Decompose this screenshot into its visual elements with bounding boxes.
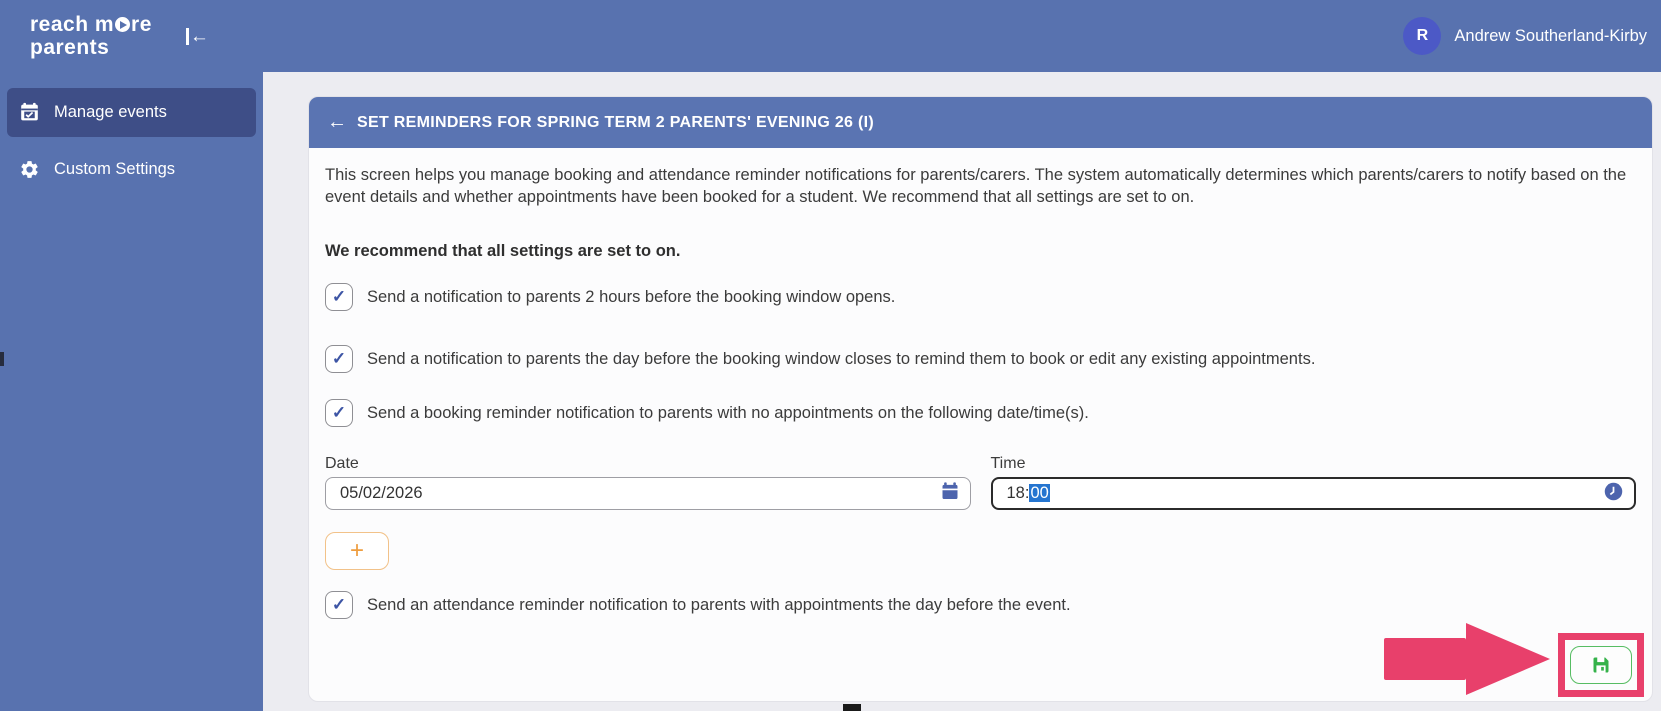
calendar-icon[interactable] <box>940 481 960 506</box>
clock-icon[interactable] <box>1603 481 1624 507</box>
sidebar-item-custom-settings[interactable] <box>7 145 256 194</box>
check-icon: ✓ <box>331 349 347 368</box>
panel-body <box>309 148 1652 619</box>
checkbox-row-booking-close <box>325 345 1636 373</box>
save-floppy-icon <box>1591 655 1611 675</box>
time-column <box>991 455 1637 510</box>
checkbox-booking-reminder[interactable] <box>325 399 353 427</box>
checkbox-row-booking-reminder <box>325 399 1636 427</box>
checkbox-row-booking-open <box>325 283 1636 311</box>
bottom-edge-artifact <box>843 704 861 711</box>
time-label: Time <box>990 455 1026 472</box>
check-icon: ✓ <box>331 287 347 306</box>
sidebar-item-label: Custom Settings <box>54 160 176 178</box>
time-input[interactable] <box>991 477 1637 510</box>
user-name: Andrew Southerland-Kirby <box>1454 26 1647 45</box>
annotation-highlight-box <box>1558 633 1644 697</box>
collapse-arrow-icon: ← <box>189 25 209 47</box>
checkbox-label: Send an attendance reminder notification to parents with appointments the day before the event. <box>367 595 1071 614</box>
date-value: 05/02/2026 <box>340 484 423 502</box>
annotation-arrow-head <box>1466 623 1550 695</box>
top-bar <box>0 0 1661 72</box>
time-value-prefix: 18: <box>1006 484 1030 502</box>
user-menu[interactable] <box>1403 17 1661 55</box>
date-label: Date <box>325 455 359 472</box>
add-date-time-button[interactable]: + <box>325 532 389 570</box>
logo-play-icon <box>115 17 130 32</box>
time-value-selected: 00 <box>1030 484 1049 502</box>
save-button[interactable] <box>1570 646 1632 684</box>
annotation-arrow-shaft <box>1384 638 1466 680</box>
checkbox-row-attendance-reminder <box>325 591 1636 619</box>
checkbox-attendance-reminder[interactable] <box>325 591 353 619</box>
check-icon: ✓ <box>331 595 347 614</box>
date-column <box>325 455 971 510</box>
intro-text: This screen helps you manage booking and attendance reminder notifications for parents/carers. The system automatically determines which parents/carers to notify based on the event details and whether appointments have been booked for a student. We recommend that all settings are set to on. <box>325 166 1627 206</box>
avatar: R <box>1403 17 1441 55</box>
annotation-arrow <box>1384 623 1550 695</box>
main-content <box>263 72 1661 711</box>
calendar-check-icon <box>19 102 40 123</box>
gear-icon <box>19 159 40 180</box>
sidebar-item-manage-events[interactable] <box>7 88 256 137</box>
panel-title: SET REMINDERS FOR SPRING TERM 2 PARENTS' EVENING 26 (I) <box>357 113 874 131</box>
back-button[interactable]: ← <box>327 111 347 133</box>
checkbox-label: Send a booking reminder notification to parents with no appointments on the following date/time(s). <box>367 403 1089 422</box>
checkbox-booking-open[interactable] <box>325 283 353 311</box>
panel-header <box>309 97 1652 148</box>
checkbox-booking-close[interactable] <box>325 345 353 373</box>
app-logo: reach m re parents <box>30 13 152 59</box>
checkbox-label: Send a notification to parents the day before the booking window closes to remind them to book or edit any existing appointments. <box>367 349 1316 368</box>
reminders-panel <box>308 96 1653 702</box>
sidebar <box>0 72 263 711</box>
date-time-section <box>325 455 1636 510</box>
recommendation-text: We recommend that all settings are set to on. <box>325 242 681 260</box>
collapse-bar-icon <box>186 28 189 45</box>
left-edge-artifact <box>0 352 4 366</box>
sidebar-item-label: Manage events <box>54 103 167 121</box>
date-input[interactable] <box>325 477 971 510</box>
checkbox-label: Send a notification to parents 2 hours before the booking window opens. <box>367 287 896 306</box>
check-icon: ✓ <box>331 403 347 422</box>
sidebar-collapse-button[interactable] <box>186 27 209 46</box>
